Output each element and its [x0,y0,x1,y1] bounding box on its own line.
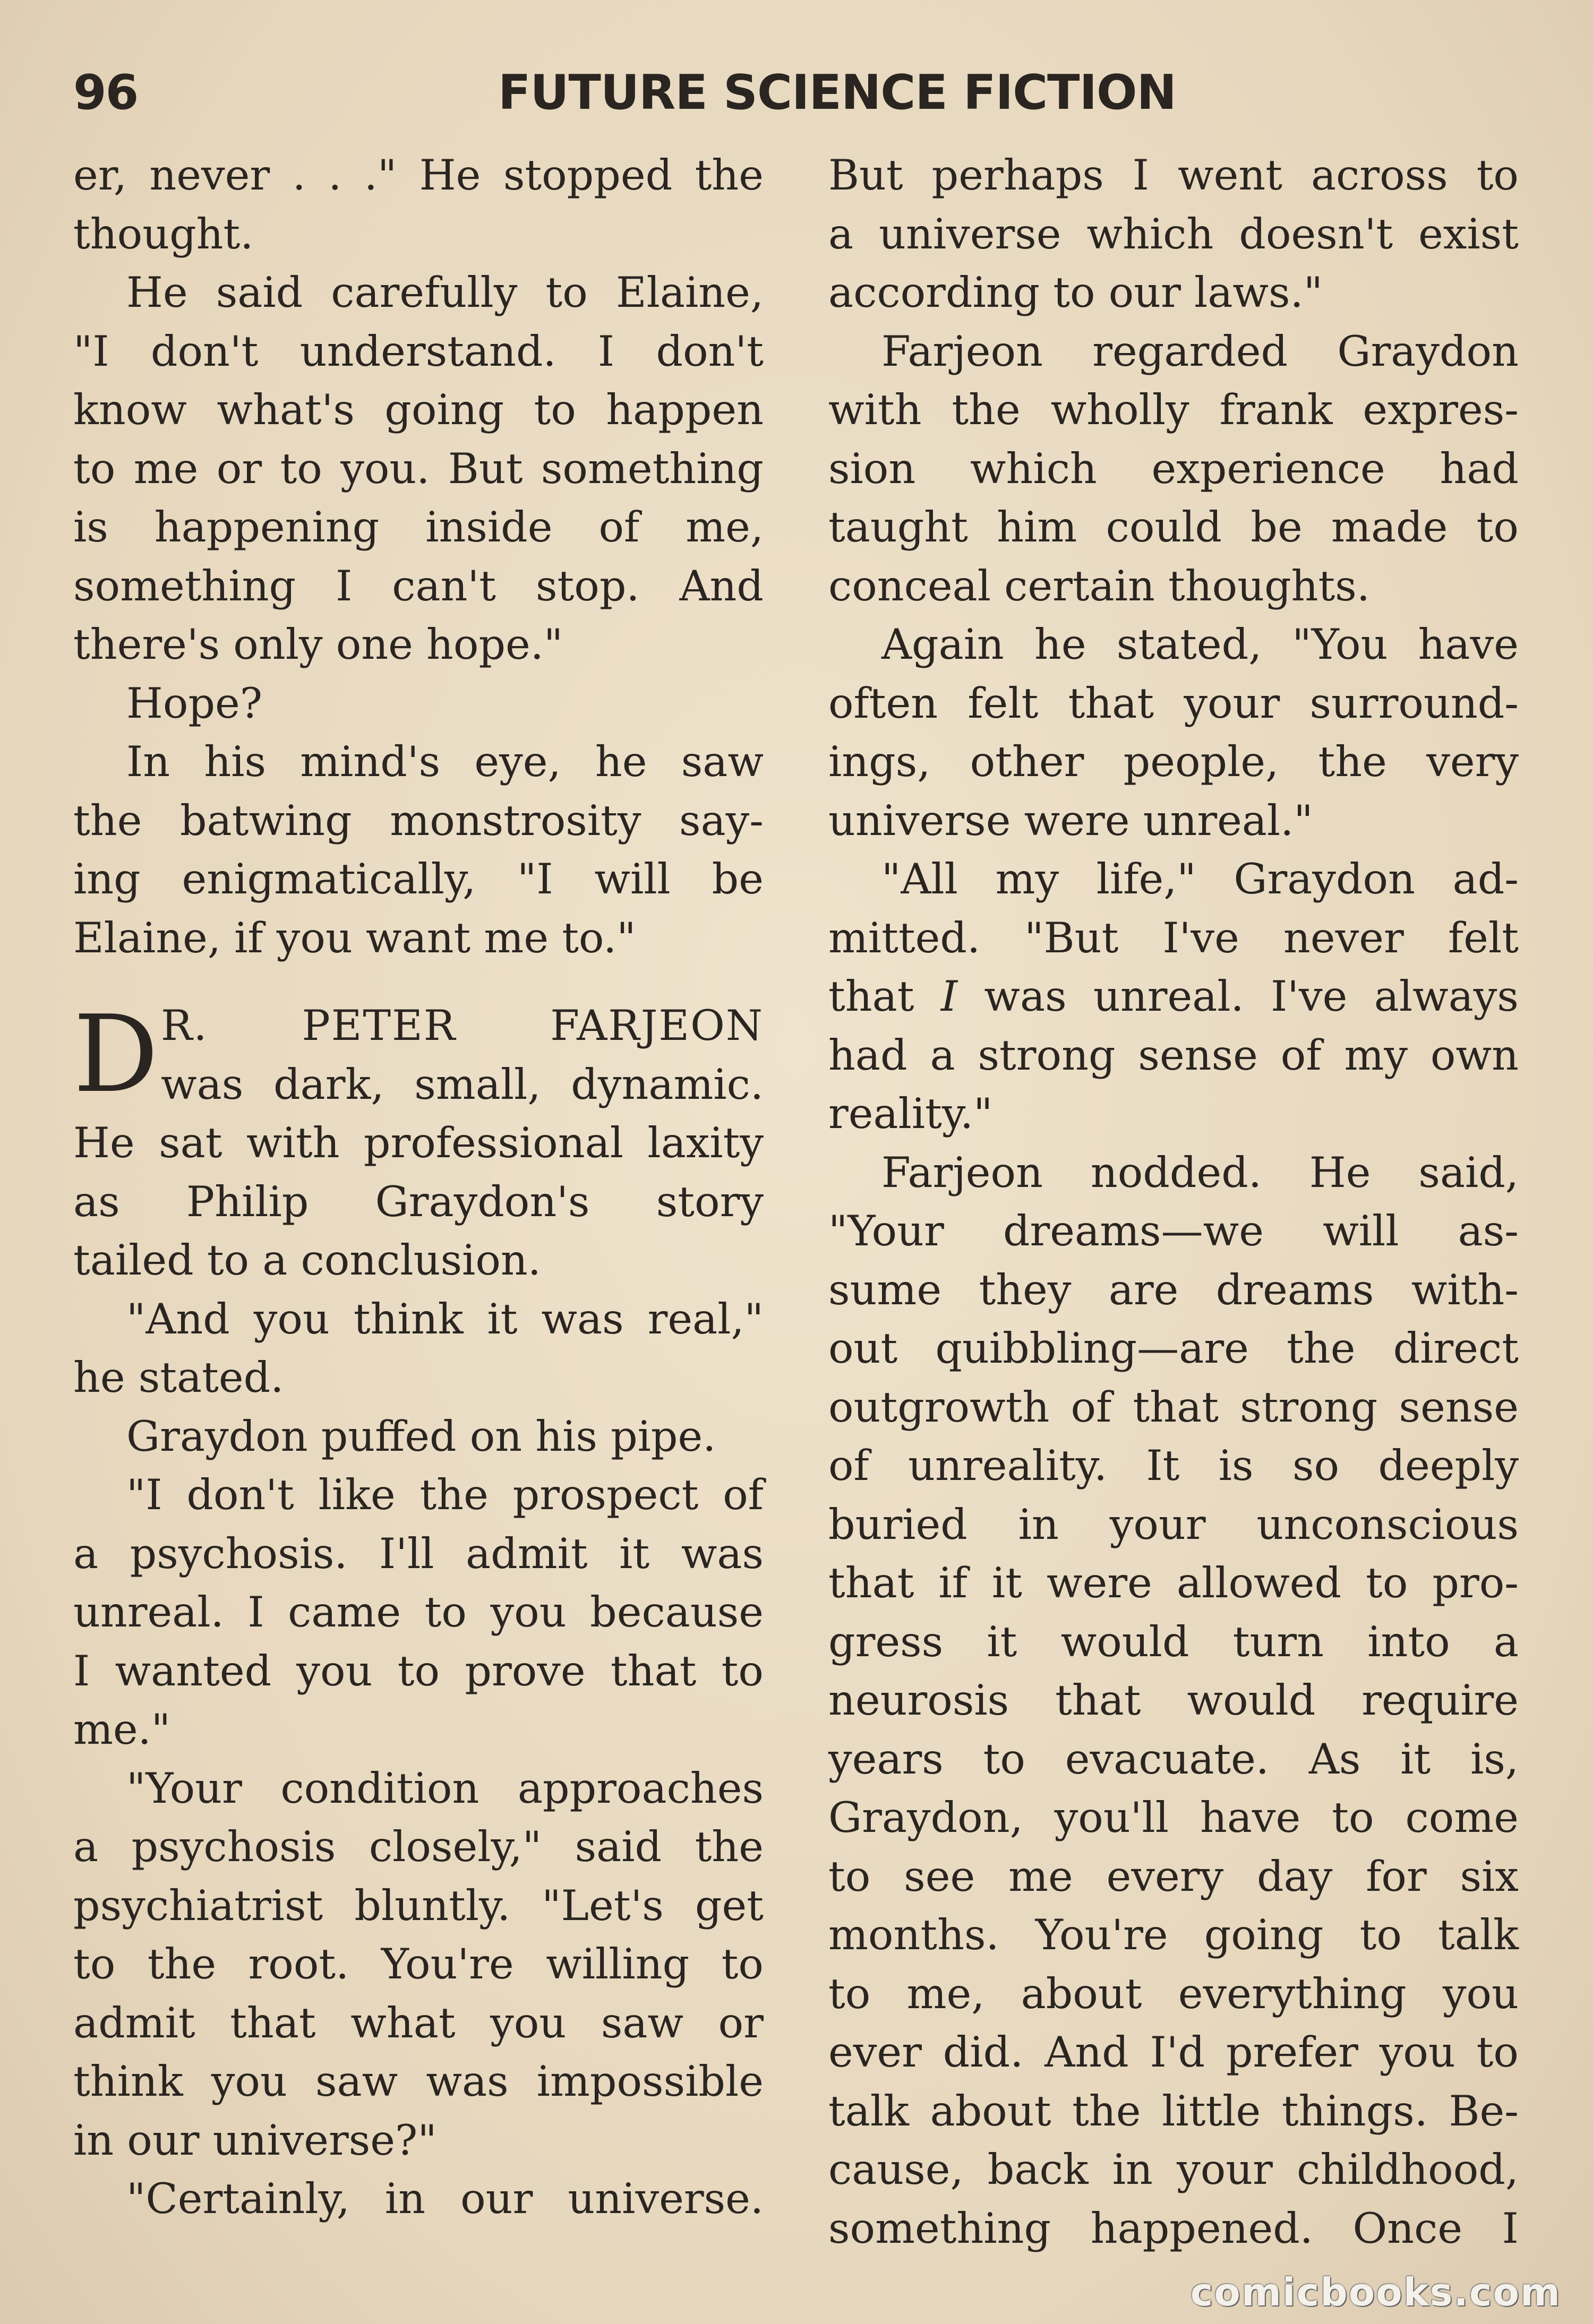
text-line: think you saw was impossible [73,2057,764,2106]
text-line: Graydon puffed on his pipe. [126,1411,716,1461]
text-line: sume they are dreams with- [828,1265,1519,1314]
text-line: mitted. "But I've never felt [828,913,1519,962]
text-line: ing enigmatically, "I will be [73,855,764,903]
text-line: Elaine, if you want me to." [73,913,636,962]
text-line: there's only one hope." [73,620,563,669]
site-watermark: comicbooks.com [1190,2270,1561,2314]
text-line: "I don't like the prospect of [126,1470,764,1519]
right-column [828,146,1519,2258]
text-line: Graydon, you'll have to come [828,1793,1519,1842]
text-line: psychiatrist bluntly. "Let's get [73,1881,764,1930]
text-line: "I don't understand. I don't [73,326,764,376]
text-fragment: was unreal. I've always [984,972,1519,1021]
text-line: had a strong sense of my own [828,1030,1519,1080]
text-line: thought. [73,209,254,259]
text-line: He sat with professional laxity [73,1118,764,1167]
running-title: FUTURE SCIENCE FICTION [498,65,1176,120]
text-line: "And you think it was real," [126,1294,764,1344]
text-line: tailed to a conclusion. [73,1236,541,1285]
text-line: as Philip Graydon's story [73,1177,764,1226]
italic-word: I [940,972,958,1021]
text-line: "Your condition approaches [126,1763,764,1813]
text-line: a psychosis. I'll admit it was [73,1529,764,1578]
text-line: "Certainly, in our universe. [126,2174,764,2223]
text-line: to see me every day for six [828,1852,1519,1901]
text-line: buried in your unconscious [828,1500,1519,1549]
text-line: universe were unreal." [828,796,1313,845]
text-line: cause, back in your childhood, [828,2145,1519,2194]
text-line: neurosis that would require [828,1676,1519,1725]
text-line: the batwing monstrosity say- [73,796,764,845]
text-line: He said carefully to Elaine, [126,268,764,317]
text-line: In his mind's eye, he saw [126,737,764,786]
text-line-with-italic [828,967,1519,1026]
text-line: ings, other people, the very [828,737,1519,786]
text-line: Farjeon regarded Graydon [881,326,1519,376]
text-line: to me or to you. But something [73,444,764,493]
dropcap-paragraph [73,993,764,1116]
text-line: out quibbling—are the direct [828,1324,1519,1373]
text-fragment: that [828,972,914,1021]
text-line: unreal. I came to you because [73,1588,764,1637]
text-line: that if it were allowed to pro- [828,1559,1519,1607]
text-line: admit that what you saw or [73,1998,764,2047]
text-line: a universe which doesn't exist [828,209,1519,259]
drop-cap: D [73,993,159,1116]
text-line: talk about the little things. Be- [828,2086,1519,2136]
text-line: conceal certain thoughts. [828,561,1370,610]
text-line: in our universe?" [73,2115,437,2165]
text-line: Hope? [126,678,263,728]
text-line: with the wholly frank expres- [828,385,1519,434]
text-line: I wanted you to prove that to [73,1646,764,1695]
text-line: reality." [828,1089,993,1138]
text-line: sion which experience had [828,444,1519,493]
left-column [73,146,764,2228]
text-line: taught him could be made to [828,503,1519,552]
page-header [73,64,1523,122]
text-line: gress it would turn into a [828,1617,1519,1666]
text-line: er, never . . ." He stopped the [73,151,764,200]
text-line: something I can't stop. And [73,561,764,610]
text-line: know what's going to happen [73,385,764,434]
text-line: me." [73,1705,171,1754]
text-line: outgrowth of that strong sense [828,1382,1519,1432]
text-line: something happened. Once I [828,2204,1519,2253]
text-line: of unreality. It is so deeply [828,1441,1519,1490]
page-number: 96 [73,65,138,120]
text-line: was dark, small, dynamic. [161,1060,764,1109]
text-line: according to our laws." [828,268,1323,317]
text-line: to the root. You're willing to [73,1940,764,1989]
text-line: to me, about everything you [828,1969,1519,2018]
text-line: Farjeon nodded. He said, [881,1148,1519,1197]
text-line: R. PETER FARJEON [161,1001,764,1050]
text-line: "Your dreams—we will as- [828,1207,1519,1255]
text-line: "All my life," Graydon ad- [881,855,1519,903]
text-line: months. You're going to talk [828,1910,1519,1959]
text-line: years to evacuate. As it is, [828,1734,1519,1784]
text-line: Again he stated, "You have [881,620,1519,669]
text-line: ever did. And I'd prefer you to [828,2028,1519,2077]
text-line: he stated. [73,1353,284,1402]
section-break [73,967,764,996]
text-line: often felt that your surround- [828,678,1519,728]
text-line: a psychosis closely," said the [73,1822,764,1871]
text-line: is happening inside of me, [73,503,764,552]
text-line: But perhaps I went across to [828,151,1519,200]
